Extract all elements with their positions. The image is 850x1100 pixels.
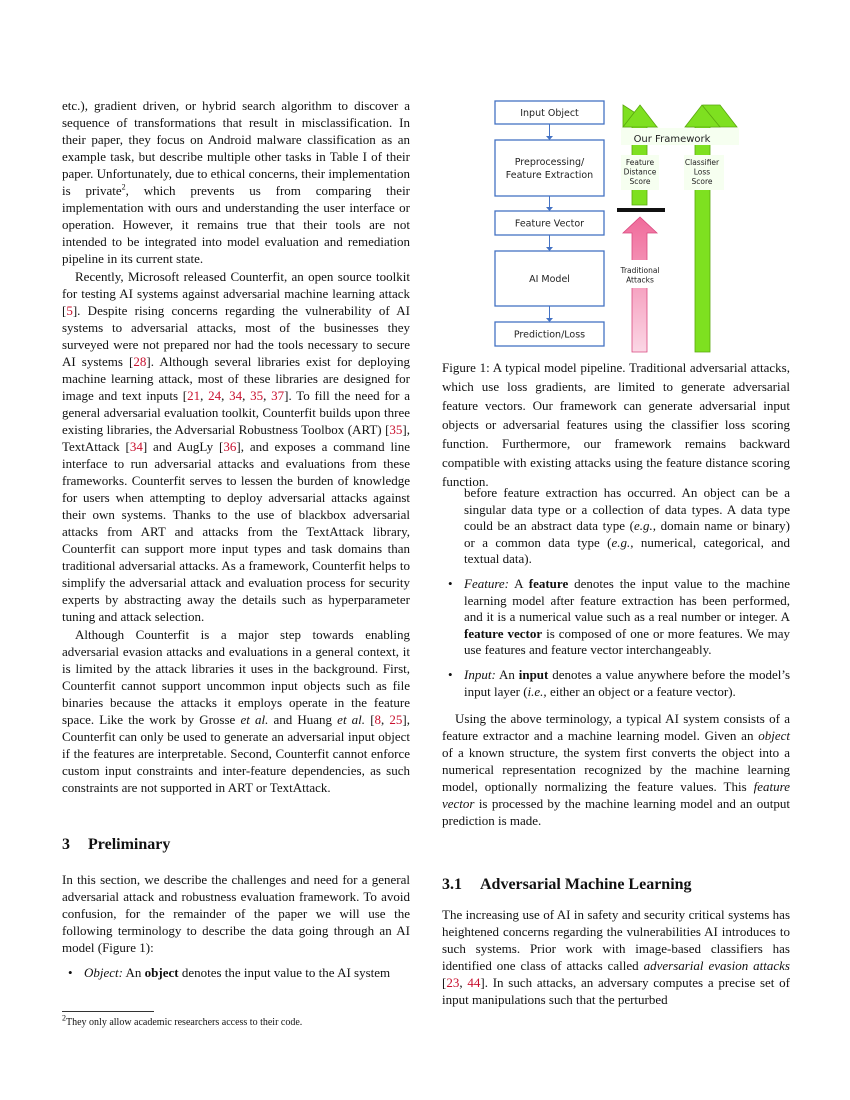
our-framework-label: Our Framework (633, 134, 711, 145)
text-run: Feature: (464, 575, 509, 591)
citation-link[interactable]: 44 (467, 975, 481, 990)
bullet-object (62, 964, 410, 981)
text-run: e.g., (633, 518, 656, 534)
label-line: Loss (693, 167, 711, 177)
blocking-bar (617, 208, 665, 212)
text-run: , (459, 975, 468, 990)
text-run: is processed by the machine learning model and an output prediction is made. (442, 796, 790, 829)
text-run: ]. Although several libraries exist for deploying machine learning attack, most of these libraries are designed for image and text inputs [ (62, 354, 410, 403)
footnote-marker: 2 (121, 182, 126, 192)
text-run: feature vector (464, 625, 543, 641)
citation-link[interactable]: 23 (446, 975, 460, 990)
section-title: Adversarial Machine Learning (480, 876, 692, 893)
label-line: Traditional (620, 266, 660, 275)
citation-link[interactable]: 28 (133, 354, 147, 369)
paragraph-terminology (442, 710, 790, 829)
bullet-object-continued (442, 485, 790, 568)
label-line: Feature (625, 158, 655, 167)
text-run: , (381, 712, 390, 727)
text-run: domain name or binary) or a common data type ( (464, 518, 790, 550)
text-run: of a known structure, the system first converts the object into a numerical representation recognized by the machine learning model, optionally normalizing the feature values. This (442, 745, 790, 795)
citation-link[interactable]: 21 (187, 388, 201, 403)
citation-link[interactable]: 5 (66, 303, 73, 318)
text-run: et al. (240, 712, 269, 727)
citation-link[interactable]: 34 (129, 439, 143, 454)
text-run: etc.), gradient driven, or hybrid search algorithm to discover a sequence of transformations that result in misclassification. In their paper, they focus on Android malware classification as an example task, but describe multiple other tasks in Table I of their paper. Unfortunately, due to ethical concerns, their implementation is private (62, 98, 410, 198)
paragraph-prior-work (62, 97, 410, 267)
label-line: Prediction/Loss (513, 329, 586, 341)
text-run: denotes the input value to the machine learning model after feature extraction has been performed, and it is a numerical value such as a real number or integer. A (464, 575, 790, 625)
text-run: before feature extraction has occurred. An object can be a singular data type or a collection of data types. A data type could be an abstract data type ( (464, 485, 790, 534)
text-run: denotes the input value to the AI system (178, 965, 391, 980)
text-run: An (122, 965, 145, 980)
paragraph-preliminary (62, 871, 410, 956)
label-line: Score (691, 176, 713, 186)
footnote (62, 1013, 410, 1029)
label-line: Classifier (684, 158, 720, 167)
label-line: Attacks (626, 275, 654, 285)
text-run: object (144, 965, 179, 980)
text-run: [ (365, 712, 375, 727)
paragraph-counterfit (62, 268, 410, 625)
text-run: ] and AugLy [ (142, 439, 224, 454)
label-line: Feature Extraction (505, 170, 594, 181)
text-run: ]. In such attacks, an adversary computes a precise set of input manipulations such that the perturbed (442, 975, 790, 1007)
text-run: , (200, 388, 209, 403)
text-run: ], and exposes a command line interface to run adversarial attacks and evaluations from these frameworks. Counterfit serves to lessen the burden of knowledge for users when attempting to deploy adversarial attacks against their own systems. Thanks to the use of blackbox adversarial attacks from ART and attacks from the TextAttack library, Counterfit can support more input types and task domains than traditional adversarial attacks. As a framework, Counterfit helps to simplify the adversarial attack and evaluation process for security experts by abstracting away the details such as hyperparameter tuning and attack selection. (62, 439, 410, 624)
pipeline-box-label (514, 330, 585, 341)
right-column-terms (442, 485, 790, 829)
section-heading-preliminary (62, 836, 170, 854)
text-run: , (242, 388, 251, 403)
section-title: Preliminary (88, 836, 171, 853)
text-run: , which prevents us from comparing their implementation with ours and understanding the user interface or operation. However, it remains true that their tools are not intended to be integrated into model evaluation and remediation pipeline in its current state. (62, 183, 411, 266)
preprocessing-box (495, 140, 604, 196)
text-run: adversarial evasion attacks (643, 958, 790, 973)
citation-link[interactable]: 8 (374, 712, 382, 727)
citation-link[interactable]: 25 (389, 712, 403, 727)
text-run: [ (442, 975, 447, 990)
paragraph-adversarial-ml (442, 906, 790, 1008)
citation-link[interactable]: 37 (271, 388, 285, 403)
figure-1-pipeline (480, 95, 770, 355)
text-run: , (263, 388, 272, 403)
label-line: Input Object (520, 108, 579, 119)
text-run: Although Counterfit is a major step towards enabling adversarial evasion attacks and evaluations in a general context, it is limited by the attack libraries it uses in the background. First, Counterfit cannot support uncommon input objects such as file binaries because the attacks it employs operate in the feature space. Like the work by Grosse (62, 627, 410, 727)
text-run: numerical, categorical, and textual data). (464, 534, 790, 567)
text-run: ]. To fill the need for a general adversarial evaluation toolkit, Counterfit builds upon three existing libraries, the Adversarial Robustness Toolbox (ART) [ (62, 388, 411, 437)
text-run: In this section, we describe the challenges and need for a general adversarial attack and robustness evaluation framework. To avoid confusion, for the remainder of the paper we will use the following terminology to describe the data going through an AI model (Figure 1): (62, 872, 410, 955)
traditional-attacks-label (619, 266, 659, 284)
bullet-input (442, 667, 790, 700)
citation-link[interactable]: 35 (389, 422, 403, 437)
text-run: denotes a value anywhere before the model’s input layer ( (464, 666, 791, 699)
section-heading-adversarial-ml (442, 876, 692, 894)
text-run: They only allow academic researchers access to their code. (66, 1017, 303, 1028)
text-run: Object: (84, 965, 123, 980)
pipeline-box-label (520, 108, 579, 119)
text-run: Using the above terminology, a typical AI system consists of a feature extractor and a machine learning model. Given an (442, 711, 790, 744)
text-run: object (758, 728, 790, 744)
pipeline-box-label (529, 274, 570, 285)
pipeline-box-label (515, 219, 584, 230)
label-line: Distance (623, 167, 657, 177)
label-line: Preprocessing/ (514, 157, 585, 168)
preliminary-body (62, 871, 410, 981)
text-run: feature (528, 575, 569, 591)
footnote-marker: 2 (62, 1013, 66, 1023)
figure-caption (442, 358, 790, 491)
text-run: An (495, 666, 519, 682)
citation-link[interactable]: 35 (250, 388, 264, 403)
citation-link[interactable]: 24 (208, 388, 222, 403)
paragraph-counterfit-limits (62, 626, 410, 796)
text-run: ]. Despite rising concerns regarding the vulnerability of AI systems to adversarial attacks, most of the businesses they surveyed were not prepared nor had the tools necessary to secure AI systems [ (62, 303, 410, 369)
text-run: e.g., (611, 534, 634, 550)
text-run: feature vector (442, 779, 790, 812)
text-run: i.e., (527, 683, 547, 699)
text-run: The increasing use of AI in safety and security critical systems has heightened concerns regarding the vulnerabilities AI introduces to such systems. Prior work with image-based classifiers has identified one class of attacks called (442, 907, 790, 973)
text-run: et al. (337, 712, 366, 727)
citation-link[interactable]: 36 (223, 439, 237, 454)
section-number: 3 (62, 836, 70, 853)
text-run: input (518, 666, 549, 682)
text-run: is composed of one or more features. We may use features and feature vector interchangeably. (464, 625, 790, 658)
text-run: ], Counterfit can only be used to generate an adversarial input object if the features are interpretable. Second, Counterfit cannot enforce custom input constraints and inter-feature dependencies, as such constraints are not supported in ART or TextAttack. (62, 712, 411, 795)
text-run: A (509, 575, 529, 591)
text-run: , (221, 388, 230, 403)
label-line: AI Model (529, 274, 570, 285)
text-run: either an object or a feature vector). (546, 683, 736, 699)
left-column (62, 97, 410, 796)
text-run: Figure 1: A typical model pipeline. Traditional adversarial attacks, which use loss gradients, are limited to generate adversarial feature vectors. Our framework can generate adversarial input objects or adversarial features using the classifier loss scoring function. Furthermore, our framework remains backward compatible with existing attacks using the feature distance scoring function. (442, 360, 790, 489)
footnote-rule (62, 1011, 154, 1012)
label-line: Feature Vector (514, 218, 585, 230)
section-number: 3.1 (442, 876, 462, 893)
bullet-feature (442, 576, 790, 659)
text-run: ], TextAttack [ (62, 422, 410, 454)
citation-link[interactable]: 34 (229, 388, 243, 403)
text-run: and Huang (268, 712, 338, 727)
text-run: Recently, Microsoft released Counterfit, an open source toolkit for testing AI systems against adversarial machine learning attack [ (62, 269, 410, 318)
label-line: Score (629, 176, 651, 186)
text-run: Input: (464, 666, 496, 682)
